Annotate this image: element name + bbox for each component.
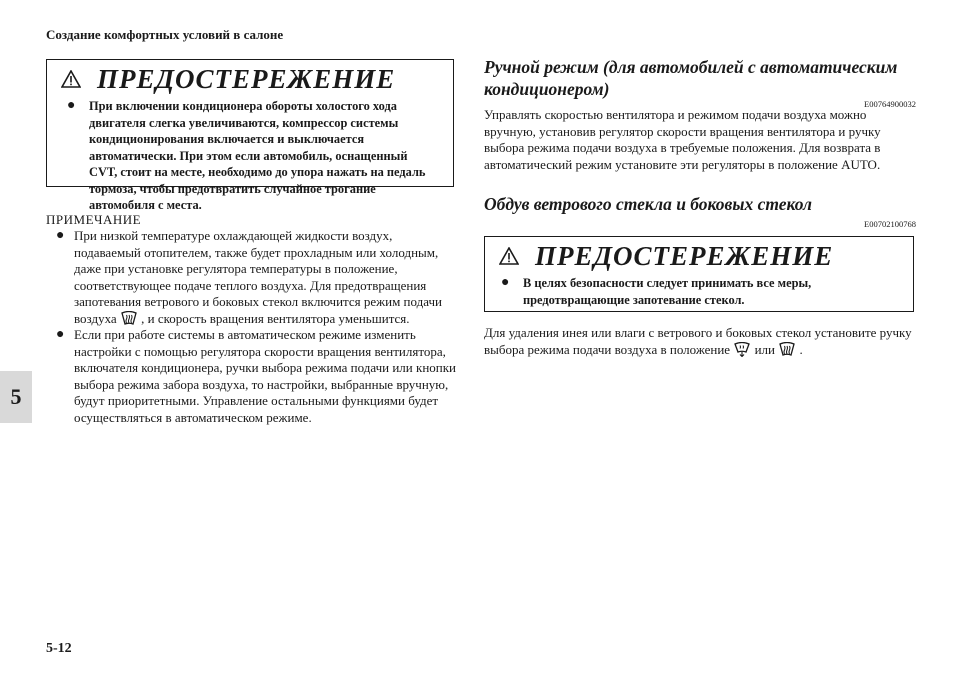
note-item [46, 228, 456, 327]
defog-text-end: . [799, 341, 803, 357]
note-item1-text-b: , и скорость вращения вентилятора уменьшится. [141, 310, 410, 326]
warning-box-right [484, 236, 914, 312]
note-title: ПРИМЕЧАНИЕ [46, 212, 142, 227]
section-code-defog: E00702100768 [864, 219, 916, 229]
foot-defrost-icon [733, 342, 751, 357]
section-heading-defog: Обдув ветрового стекла и боковых стекол [484, 194, 813, 214]
warning-triangle-icon [61, 70, 81, 88]
warning-title-row [485, 237, 913, 275]
chapter-tab-number: 5 [10, 384, 22, 409]
warning-title-row [47, 60, 453, 98]
note-item-text [74, 228, 456, 327]
warning-title: ПРЕДОСТЕРЕЖЕНИЕ [97, 63, 396, 94]
chapter-tab [0, 371, 32, 423]
note-item1-text-a: При низкой температуре охлаждающей жидкости воздух, подаваемый отопителем, также будет прохладным или холодным, даже при установке регулятора температуры в положение, соответствующее подаче теплого воздуха. Для предотвращения запотевания ветрового и боковых стекол включится режим подачи воздуха [74, 228, 442, 326]
page-number: 5-12 [46, 641, 72, 656]
warning-body [485, 275, 913, 308]
defog-text-or: или [754, 341, 775, 357]
windshield-defrost-icon [778, 342, 796, 357]
page-header: Создание комфортных условий в салоне [46, 27, 284, 42]
windshield-defrost-icon [120, 311, 138, 326]
bullet-icon: ● [501, 275, 510, 290]
warning-body [47, 98, 453, 214]
note-item [46, 327, 456, 426]
manual-mode-text: Управлять скоростью вентилятора и режимом подачи воздуха можно вручную, установив регулятор скорости вращения вентилятора и ручку выбора режима подачи воздуха в требуемые положения. Для возврата в автоматический режим установите эти регуляторы в положение AUTO. [484, 107, 881, 172]
warning-title: ПРЕДОСТЕРЕЖЕНИЕ [535, 240, 834, 271]
section-heading-manual-mode: Ручной режим (для автомобилей с автоматическим кондиционером) [484, 57, 898, 99]
warning-box-left [46, 59, 454, 212]
bullet-icon: ● [67, 98, 76, 113]
warning-triangle-icon [499, 247, 519, 265]
warning-text: В целях безопасности следует принимать все меры, предотвращающие запотевание стекол. [523, 276, 812, 307]
note-item2-text: Если при работе системы в автоматическом режиме изменить настройки с помощью регулятора скорости вращения вентилятора, включателя кондиционера, ручки выбора режима подачи или кнопки выбора режима забора воздуха, то настройки, выбранные вручную, будут приоритетными. Управление остальными функциями будет осуществляться в автоматическом режиме. [74, 327, 457, 425]
bullet-icon: ● [56, 327, 65, 342]
defog-text [484, 325, 916, 358]
warning-text: При включении кондиционера обороты холостого хода двигателя слегка увеличиваются, компрессор системы кондиционирования включается и выключается автоматически. При этом если автомобиль, оснащенный CVT, стоит на месте, необходимо до упора нажать на педаль тормоза, чтобы предотвратить случайное трогание автомобиля с места. [89, 99, 426, 212]
defog-text-a: Для удаления инея или влаги с ветрового и боковых стекол установите ручку выбора режима подачи воздуха в положение [484, 325, 912, 357]
bullet-icon: ● [56, 228, 65, 243]
note-body [46, 228, 456, 426]
section-code-manual-mode: E00764900032 [864, 99, 916, 109]
